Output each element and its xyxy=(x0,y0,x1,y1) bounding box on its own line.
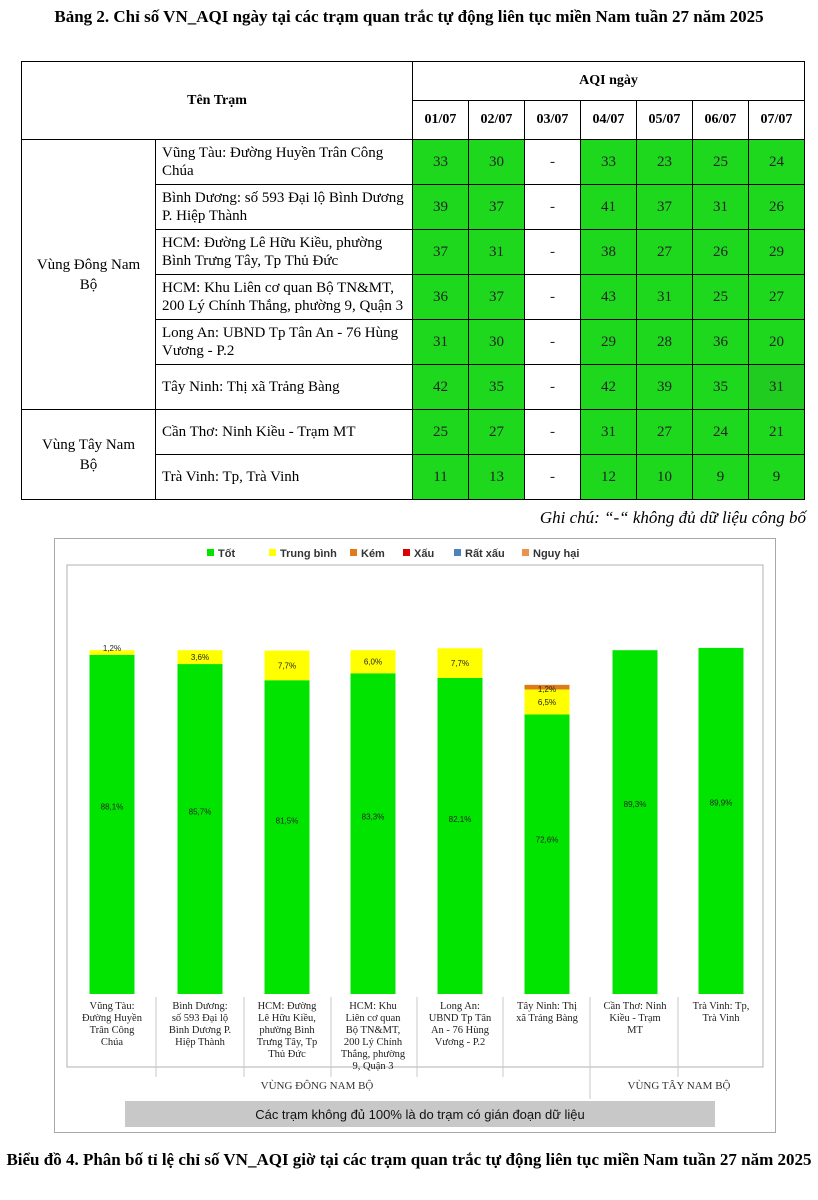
aqi-value-cell: 39 xyxy=(413,185,469,230)
category-label: Cần Thơ: Ninh xyxy=(603,1001,667,1012)
bar-segment xyxy=(438,678,483,994)
station-cell: Bình Dương: số 593 Đại lộ Bình Dương P. Hiệp Thành xyxy=(156,185,413,230)
legend-swatch xyxy=(350,549,357,556)
category-label: An - 76 Hùng xyxy=(430,1025,490,1036)
aqi-value-cell: 38 xyxy=(581,230,637,275)
day-header: 01/07 xyxy=(413,101,469,140)
legend-swatch xyxy=(454,549,461,556)
chart-note: Các trạm không đủ 100% là do trạm có gián đoạn dữ liệu xyxy=(255,1107,585,1122)
bar-segment xyxy=(265,680,310,994)
legend-swatch xyxy=(403,549,410,556)
aqi-value-cell: 25 xyxy=(693,140,749,185)
category-label: Long An: xyxy=(440,1001,480,1012)
legend-label: Nguy hại xyxy=(533,548,580,560)
day-header: 04/07 xyxy=(581,101,637,140)
header-aqi: AQI ngày xyxy=(413,62,805,101)
day-header: 05/07 xyxy=(637,101,693,140)
legend-swatch xyxy=(269,549,276,556)
aqi-value-cell: 11 xyxy=(413,455,469,500)
aqi-value-cell: 24 xyxy=(693,410,749,455)
region-group-label: VÙNG TÂY NAM BỘ xyxy=(627,1080,731,1092)
aqi-value-cell: 37 xyxy=(469,275,525,320)
aqi-value-cell: - xyxy=(525,365,581,410)
data-label: 89,9% xyxy=(709,798,733,808)
region-cell: Vùng Đông Nam Bộ xyxy=(22,140,156,410)
data-label: 83,3% xyxy=(361,812,385,822)
category-label: 9, Quận 3 xyxy=(352,1061,394,1072)
day-header: 03/07 xyxy=(525,101,581,140)
aqi-value-cell: 37 xyxy=(413,230,469,275)
aqi-value-cell: 29 xyxy=(749,230,805,275)
data-label: 72,6% xyxy=(535,835,559,845)
region-cell: Vùng Tây Nam Bộ xyxy=(22,410,156,500)
aqi-value-cell: - xyxy=(525,185,581,230)
aqi-value-cell: 31 xyxy=(637,275,693,320)
aqi-value-cell: 31 xyxy=(413,320,469,365)
category-label: Bình Dương: xyxy=(172,1001,228,1012)
aqi-value-cell: 42 xyxy=(581,365,637,410)
aqi-value-cell: 35 xyxy=(469,365,525,410)
legend-label: Xấu xyxy=(414,548,435,560)
category-label: Vũng Tàu: xyxy=(89,1001,135,1012)
day-header: 02/07 xyxy=(469,101,525,140)
category-label: HCM: Khu xyxy=(349,1001,397,1012)
station-cell: Cần Thơ: Ninh Kiều - Trạm MT xyxy=(156,410,413,455)
legend-label: Kém xyxy=(361,548,385,560)
aqi-value-cell: 33 xyxy=(581,140,637,185)
category-label: Chúa xyxy=(100,1037,124,1048)
aqi-value-cell: 41 xyxy=(581,185,637,230)
table-note: Ghi chú: “-“ không đủ dữ liệu công bố xyxy=(539,508,806,527)
aqi-value-cell: 31 xyxy=(693,185,749,230)
aqi-value-cell: 30 xyxy=(469,320,525,365)
aqi-value-cell: 37 xyxy=(637,185,693,230)
aqi-value-cell: 12 xyxy=(581,455,637,500)
category-label: Liên cơ quan xyxy=(345,1013,401,1024)
category-label: xã Trảng Bàng xyxy=(516,1013,578,1024)
category-label: số 593 Đại lộ xyxy=(171,1013,229,1024)
aqi-value-cell: 13 xyxy=(469,455,525,500)
aqi-value-cell: 27 xyxy=(469,410,525,455)
data-label: 1,2% xyxy=(102,644,122,654)
data-label: 81,5% xyxy=(275,816,299,826)
category-label: 200 Lý Chính xyxy=(343,1037,403,1048)
category-label: Trưng Tây, Tp xyxy=(256,1037,318,1048)
category-label: Vương - P.2 xyxy=(434,1037,486,1048)
aqi-value-cell: - xyxy=(525,275,581,320)
category-label: Bình Dương P. xyxy=(168,1025,232,1036)
data-label: 82,1% xyxy=(448,815,472,825)
data-label: 1,2% xyxy=(537,684,557,694)
category-label: Lê Hữu Kiều, xyxy=(258,1013,316,1024)
data-label: 7,7% xyxy=(277,661,297,671)
aqi-value-cell: 42 xyxy=(413,365,469,410)
bar-segment xyxy=(90,655,135,994)
aqi-value-cell: 35 xyxy=(693,365,749,410)
category-label: Trà Vinh: Tp, xyxy=(692,1001,750,1012)
station-cell: Trà Vinh: Tp, Trà Vinh xyxy=(156,455,413,500)
category-label: UBND Tp Tân xyxy=(428,1013,492,1024)
aqi-value-cell: - xyxy=(525,410,581,455)
aqi-table xyxy=(21,61,805,500)
category-label: Đường Huyền xyxy=(82,1013,142,1024)
bar-segment xyxy=(178,664,223,994)
plot-area xyxy=(67,565,763,1067)
aqi-value-cell: - xyxy=(525,455,581,500)
data-label: 89,3% xyxy=(623,799,647,809)
aqi-value-cell: 28 xyxy=(637,320,693,365)
aqi-value-cell: 30 xyxy=(469,140,525,185)
data-label: 6,5% xyxy=(537,697,557,707)
region-group-label: VÙNG ĐÔNG NAM BỘ xyxy=(260,1080,374,1092)
aqi-value-cell: 10 xyxy=(637,455,693,500)
data-label: 3,6% xyxy=(190,653,210,663)
data-label: 85,7% xyxy=(188,807,212,817)
aqi-value-cell: 31 xyxy=(749,365,805,410)
aqi-value-cell: - xyxy=(525,230,581,275)
aqi-value-cell: 39 xyxy=(637,365,693,410)
day-header: 06/07 xyxy=(693,101,749,140)
legend-label: Rất xấu xyxy=(465,548,505,560)
category-label: MT xyxy=(627,1025,643,1036)
category-label: HCM: Đường xyxy=(257,1001,317,1012)
aqi-value-cell: 31 xyxy=(469,230,525,275)
chart-frame xyxy=(54,538,776,1133)
aqi-value-cell: 9 xyxy=(749,455,805,500)
table-title: Bảng 2. Chỉ số VN_AQI ngày tại các trạm quan trắc tự động liên tục miền Nam tuần 27 năm 2025 xyxy=(54,7,764,26)
bar-segment xyxy=(525,714,570,994)
aqi-value-cell: - xyxy=(525,140,581,185)
data-label: 88,1% xyxy=(100,802,124,812)
category-label: Trà Vinh xyxy=(702,1013,740,1024)
category-label: phường Bình xyxy=(259,1025,315,1036)
stacked-bar-chart xyxy=(55,539,775,1132)
bar-segment xyxy=(699,648,744,994)
category-label: Tây Ninh: Thị xyxy=(517,1001,577,1012)
aqi-value-cell: 25 xyxy=(693,275,749,320)
station-cell: HCM: Đường Lê Hữu Kiều, phường Bình Trưng Tây, Tp Thủ Đức xyxy=(156,230,413,275)
legend-label: Trung bình xyxy=(280,548,337,560)
aqi-value-cell: 24 xyxy=(749,140,805,185)
aqi-value-cell: 31 xyxy=(581,410,637,455)
aqi-value-cell: 25 xyxy=(413,410,469,455)
station-cell: Long An: UBND Tp Tân An - 76 Hùng Vương - P.2 xyxy=(156,320,413,365)
aqi-value-cell: 23 xyxy=(637,140,693,185)
bar-segment xyxy=(351,673,396,994)
aqi-value-cell: 9 xyxy=(693,455,749,500)
aqi-value-cell: 26 xyxy=(749,185,805,230)
legend-swatch xyxy=(207,549,214,556)
chart-caption: Biểu đồ 4. Phân bố tỉ lệ chỉ số VN_AQI giờ tại các trạm quan trắc tự động liên tục miền Nam tuần 27 năm 2025 xyxy=(6,1150,812,1169)
aqi-value-cell: - xyxy=(525,320,581,365)
aqi-value-cell: 26 xyxy=(693,230,749,275)
aqi-value-cell: 21 xyxy=(749,410,805,455)
aqi-value-cell: 33 xyxy=(413,140,469,185)
aqi-value-cell: 36 xyxy=(693,320,749,365)
legend-label: Tốt xyxy=(218,548,236,560)
aqi-value-cell: 27 xyxy=(637,410,693,455)
category-label: Hiệp Thành xyxy=(175,1037,225,1048)
legend-swatch xyxy=(522,549,529,556)
header-station: Tên Trạm xyxy=(22,62,413,140)
aqi-value-cell: 29 xyxy=(581,320,637,365)
category-label: Bộ TN&MT, xyxy=(345,1025,401,1036)
aqi-value-cell: 20 xyxy=(749,320,805,365)
aqi-value-cell: 37 xyxy=(469,185,525,230)
category-label: Kiều - Trạm xyxy=(609,1013,661,1024)
station-cell: Tây Ninh: Thị xã Trảng Bàng xyxy=(156,365,413,410)
table-row xyxy=(22,140,805,185)
category-label: Trân Công xyxy=(89,1025,135,1036)
aqi-value-cell: 36 xyxy=(413,275,469,320)
data-label: 6,0% xyxy=(363,657,383,667)
aqi-value-cell: 27 xyxy=(637,230,693,275)
bar-segment xyxy=(613,650,658,994)
aqi-value-cell: 27 xyxy=(749,275,805,320)
station-cell: HCM: Khu Liên cơ quan Bộ TN&MT, 200 Lý Chính Thắng, phường 9, Quận 3 xyxy=(156,275,413,320)
day-header: 07/07 xyxy=(749,101,805,140)
category-label: Thắng, phường xyxy=(340,1049,406,1060)
station-cell: Vũng Tàu: Đường Huyền Trân Công Chúa xyxy=(156,140,413,185)
table-row xyxy=(22,410,805,455)
category-label: Thủ Đức xyxy=(268,1049,306,1060)
aqi-value-cell: 43 xyxy=(581,275,637,320)
data-label: 7,7% xyxy=(450,659,470,669)
